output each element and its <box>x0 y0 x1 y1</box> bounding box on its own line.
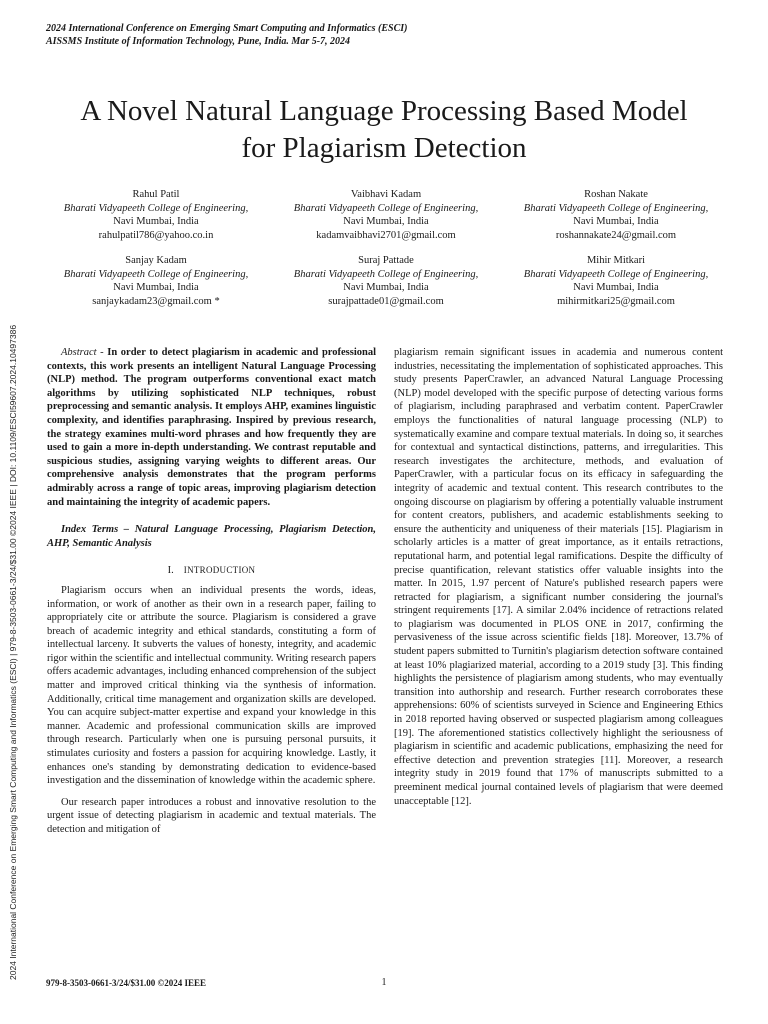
author-email: rahulpatil786@yahoo.co.in <box>98 229 214 241</box>
author-email: surajpattade01@gmail.com <box>328 295 444 307</box>
author-name: Sanjay Kadam <box>125 255 187 266</box>
author-card <box>506 188 726 242</box>
abstract-body: In order to detect plagiarism in academic and professional contexts, this work presents an intelligent Natural Language Processing (NLP) method. The program outperforms conventional exact match algorithms by utilizing sophisticated NLP techniques, robust preprocessing and semantic analysis. It employs AHP, examines linguistic complexity, and identifies paraphrasing. Inspired by previous research, the strategy examines multi-word phrases and how frequently they are used to gain a more in-depth understanding. We contrast reputable and suspicious studies, assigning varying weights to different areas. Our comprehensive analysis demonstrates that the program performs admirably across a range of topic areas, improving plagiarism detection and maintaining the integrity of academic papers. <box>47 347 377 508</box>
author-name: Suraj Pattade <box>358 255 414 266</box>
author-name: Mihir Mitkari <box>586 255 646 266</box>
author-email: kadamvaibhavi2701@gmail.com <box>316 229 456 241</box>
author-row <box>46 188 726 242</box>
author-location: Navi Mumbai, India <box>343 216 429 227</box>
page-number: 1 <box>381 977 387 988</box>
conference-name: 2024 International Conference on Emerging Smart Computing and Informatics (ESCI) <box>46 23 408 34</box>
index-terms: Index Terms – Natural Language Processing, Plagiarism Detection, AHP, Semantic Analysis <box>47 524 376 549</box>
author-affiliation: Bharati Vidyapeeth College of Engineering, <box>523 268 709 280</box>
author-location: Navi Mumbai, India <box>113 282 199 293</box>
author-card <box>506 254 726 308</box>
conference-venue: AISSMS Institute of Information Technology, Pune, India. Mar 5-7, 2024 <box>46 36 351 47</box>
side-note: 2024 International Conference on Emerging Smart Computing and Informatics (ESCI) | 979-8-3503-0661-3/24/$31.00 ©2024 IEEE | DOI: 10.1109/ESCI59607.2024.10497386 <box>8 324 18 980</box>
intro-paragraph-2: Our research paper introduces a robust and innovative resolution to the urgent issue of detecting plagiarism in academic and textual materials. The detection and mitigation of <box>47 796 376 835</box>
abstract <box>47 346 376 509</box>
author-row <box>46 254 726 308</box>
section-number: I. <box>167 565 174 577</box>
author-location: Navi Mumbai, India <box>343 282 429 293</box>
author-name: Rahul Patil <box>132 189 180 200</box>
author-card <box>46 254 266 308</box>
title-line-1: A Novel Natural Language Processing Based Model <box>80 95 688 127</box>
author-email: roshannakate24@gmail.com <box>555 229 677 241</box>
author-block <box>46 188 726 320</box>
author-email: mihirmitkari25@gmail.com <box>557 295 675 307</box>
author-name: Roshan Nakate <box>584 189 648 200</box>
left-column <box>47 346 376 845</box>
author-affiliation: Bharati Vidyapeeth College of Engineering, <box>293 268 479 280</box>
author-card <box>46 188 266 242</box>
conference-header <box>46 22 407 48</box>
intro-paragraph-1: Plagiarism occurs when an individual presents the words, ideas, information, or work of another as their own in a research paper, failing to appropriately cite or attribute the source. Plagiarism is considered a grave breach of academic integrity and ethical standards, constituting a form of intellectual larceny. It subverts the values of honesty, integrity, and academic rigor within the scientific and intellectual community. Writing research papers offers academic advantages, including enhanced comprehension of the subject matter and improved critical thinking via the synthesis of information. Additionally, critical time management and organization skills are developed. You can acquire subject-matter expertise and expand your knowledge in this manner. Academic and professional communication skills are improved through research. Particularly when one is pursuing personal pursuits, it stimulates curiosity and fosters a passion for acquiring knowledge. Lastly, it enhances one's standing by demonstrating dedication to evidence-based investigation and the dissemination of knowledge within the academic sphere. <box>47 584 376 787</box>
author-location: Navi Mumbai, India <box>113 216 199 227</box>
author-email: sanjaykadam23@gmail.com * <box>92 295 220 307</box>
author-affiliation: Bharati Vidyapeeth College of Engineering, <box>523 202 709 214</box>
author-location: Navi Mumbai, India <box>573 282 659 293</box>
right-column-paragraph: plagiarism remain significant issues in academia and numerous content industries, necessitating the implementation of sophisticated approaches. This study presents PaperCrawler, an advanced Natural Language Processing (NLP) model developed with the specific purpose of detecting various forms of plagiarism, including paraphrased and verbatim content. PaperCrawler employs the functionalities of natural language processing (NLP) to systematically examine and compare textual materials. In doing so, it searches for contextual and syntactical distinctions, patterns, and irregularities. This research investigates the architecture, methods, and evaluation of PaperCrawler, with a particular focus on its efficacy in safeguarding the integrity of academic and textual content. This research contributes to the ongoing discourse on plagiarism by offering a potentially valuable instrument for content creators, publishers, and academic establishments seeking to ensure the authenticity and uniqueness of their materials [15]. Plagiarism in scholarly articles is a matter of great importance, as it entails retractions, reputational harm, and potential legal ramifications. Despite the difficulty of precise quantification, relevant statistics offer valuable insights into the matter. In 2015, 1.97 percent of Nature's published research papers were retracted for plagiarism, a significant number considering the journal's stringent requirements [17]. A similar 2.04% incidence of retractions related to plagiarism was documented in PLOS ONE in 2017, confirming the pervasiveness of the issue across scientific fields [18]. Moreover, 13.7% of student papers submitted to Turnitin's plagiarism detection software contained at least 10% plagiarized material, according to a 2019 study [3]. This finding highlights the persistence of plagiarism among students, who may eventually transition into authorship and research. Further research corroborates these apprehensions: 60% of scientists surveyed in Science and Engineering Ethics in 2018 reported having observed or suspected plagiarism among colleagues [19]. The aforementioned statistics collectively highlight the seriousness of plagiarism in scientific and academic publications, emphasizing the need for effective detection and prevention strategies [11]. Moreover, a research integrity study in 2019 found that 17% of manuscripts submitted to a preeminent medical journal contained levels of plagiarism that were deemed unacceptable [12]. <box>394 347 723 807</box>
author-name: Vaibhavi Kadam <box>350 189 422 200</box>
abstract-lead: Abstract - <box>61 347 104 358</box>
right-column <box>394 346 723 808</box>
title-line-2: for Plagiarism Detection <box>241 132 527 164</box>
author-affiliation: Bharati Vidyapeeth College of Engineering, <box>293 202 479 214</box>
author-affiliation: Bharati Vidyapeeth College of Engineering, <box>63 202 249 214</box>
author-affiliation: Bharati Vidyapeeth College of Engineering, <box>63 268 249 280</box>
author-card <box>276 254 496 308</box>
paper-title <box>0 93 768 167</box>
section-heading <box>47 564 376 578</box>
author-location: Navi Mumbai, India <box>573 216 659 227</box>
copyright-footer: 979-8-3503-0661-3/24/$31.00 ©2024 IEEE <box>46 978 206 988</box>
section-title: INTRODUCTION <box>183 565 256 576</box>
author-card <box>276 188 496 242</box>
